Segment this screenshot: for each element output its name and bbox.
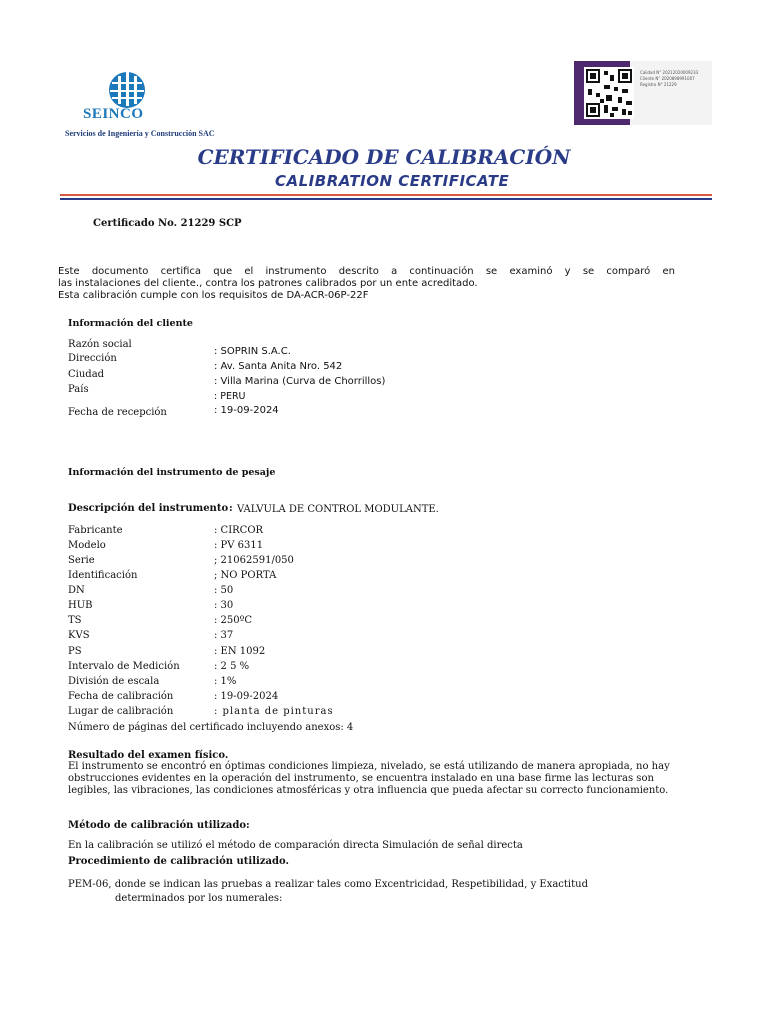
field-value: : 250ºC	[214, 615, 252, 626]
client-value: : PERU	[214, 391, 246, 402]
procedure-line: determinados por los numerales:	[115, 893, 283, 904]
qr-code-icon	[584, 67, 634, 119]
physical-line: legibles, las vibraciones, las condiciones atmosféricas y otra influencia que pueda afectar su correcto funcionamiento.	[68, 785, 669, 796]
procedure-heading: Procedimiento de calibración utilizado.	[68, 856, 289, 867]
field-value: : planta de pinturas	[214, 706, 334, 717]
intro-line: Esta calibración cumple con los requisitos de DA-ACR-06P-22F	[58, 290, 369, 301]
physical-line: El instrumento se encontró en óptimas condiciones limpieza, nivelado, se está utilizando de manera apropiada, no hay	[68, 761, 670, 772]
client-value: : Av. Santa Anita Nro. 542	[214, 361, 343, 372]
field-value: : 1%	[214, 676, 237, 687]
field-label: Modelo	[68, 540, 106, 551]
field-value: : CIRCOR	[214, 525, 264, 536]
pages-note: Número de páginas del certificado incluyendo anexos: 4	[68, 722, 354, 733]
field-label: Intervalo de Medición	[68, 661, 180, 672]
reception-label: Fecha de recepción	[68, 407, 167, 418]
field-value: : PV 6311	[214, 540, 264, 551]
client-label: Ciudad	[68, 369, 105, 380]
qr-line: Calidad N° 20212020009233	[640, 70, 699, 75]
client-label: Dirección	[68, 353, 117, 364]
client-heading: Información del cliente	[68, 318, 193, 329]
field-label: Fabricante	[68, 525, 123, 536]
field-value: : 30	[214, 600, 234, 611]
logo-wordmark: SEINCO	[83, 106, 144, 122]
qr-line: Registro N° 21229	[640, 82, 677, 87]
client-label: País	[68, 384, 89, 395]
field-label: HUB	[68, 600, 93, 611]
procedure-line: PEM-06, donde se indican las pruebas a realizar tales como Excentricidad, Respetibilidad, y Exactitud	[68, 879, 588, 890]
field-value: : EN 1092	[214, 646, 266, 657]
reception-value: : 19-09-2024	[214, 405, 279, 416]
intro-line: Este documento certifica que el instrumento descrito a continuación se examinó y se comparó en	[58, 266, 675, 277]
field-value: : 37	[214, 630, 234, 641]
field-label: KVS	[68, 630, 90, 641]
field-label: TS	[68, 615, 82, 626]
field-value: : 19-09-2024	[214, 691, 279, 702]
client-value: : Villa Marina (Curva de Chorrillos)	[214, 376, 386, 387]
divider-red	[60, 194, 712, 196]
description-label: Descripción del instrumento	[68, 503, 229, 514]
field-label: DN	[68, 585, 85, 596]
field-value: : 50	[214, 585, 234, 596]
physical-line: obstrucciones evidentes en la operación del instrumento, se encuentra instalado en una base firme las lecturas son	[68, 773, 654, 784]
field-value: ; NO PORTA	[214, 570, 277, 581]
description-value: VALVULA DE CONTROL MODULANTE.	[237, 504, 439, 515]
instrument-heading: Información del instrumento de pesaje	[68, 467, 276, 478]
logo-subtitle: Servicios de Ingeniería y Construcción SAC	[65, 129, 215, 138]
field-label: Fecha de calibración	[68, 691, 174, 702]
field-label: División de escala	[68, 676, 160, 687]
certificate-number: Certificado No. 21229 SCP	[93, 218, 242, 229]
field-label: Identificación	[68, 570, 138, 581]
field-value: ; 21062591/050	[214, 555, 294, 566]
field-label: Lugar de calibración	[68, 706, 174, 717]
client-value: : SOPRIN S.A.C.	[214, 346, 291, 357]
intro-line: las instalaciones del cliente., contra los patrones calibrados por un ente acreditado.	[58, 278, 478, 289]
physical-heading: Resultado del examen físico.	[68, 750, 229, 761]
method-heading: Método de calibración utilizado:	[68, 820, 250, 831]
page-subtitle: CALIBRATION CERTIFICATE	[275, 172, 510, 190]
field-value: : 2 5 %	[214, 661, 250, 672]
field-label: PS	[68, 646, 82, 657]
method-text: En la calibración se utilizó el método de comparación directa Simulación de señal directa	[68, 840, 523, 851]
description-colon: :	[229, 503, 233, 514]
divider-blue	[60, 198, 712, 200]
field-label: Serie	[68, 555, 95, 566]
qr-line: Cliente N° 2020898991007	[640, 76, 695, 81]
page-title: CERTIFICADO DE CALIBRACIÓN	[197, 145, 571, 169]
client-label: Razón social	[68, 339, 132, 350]
